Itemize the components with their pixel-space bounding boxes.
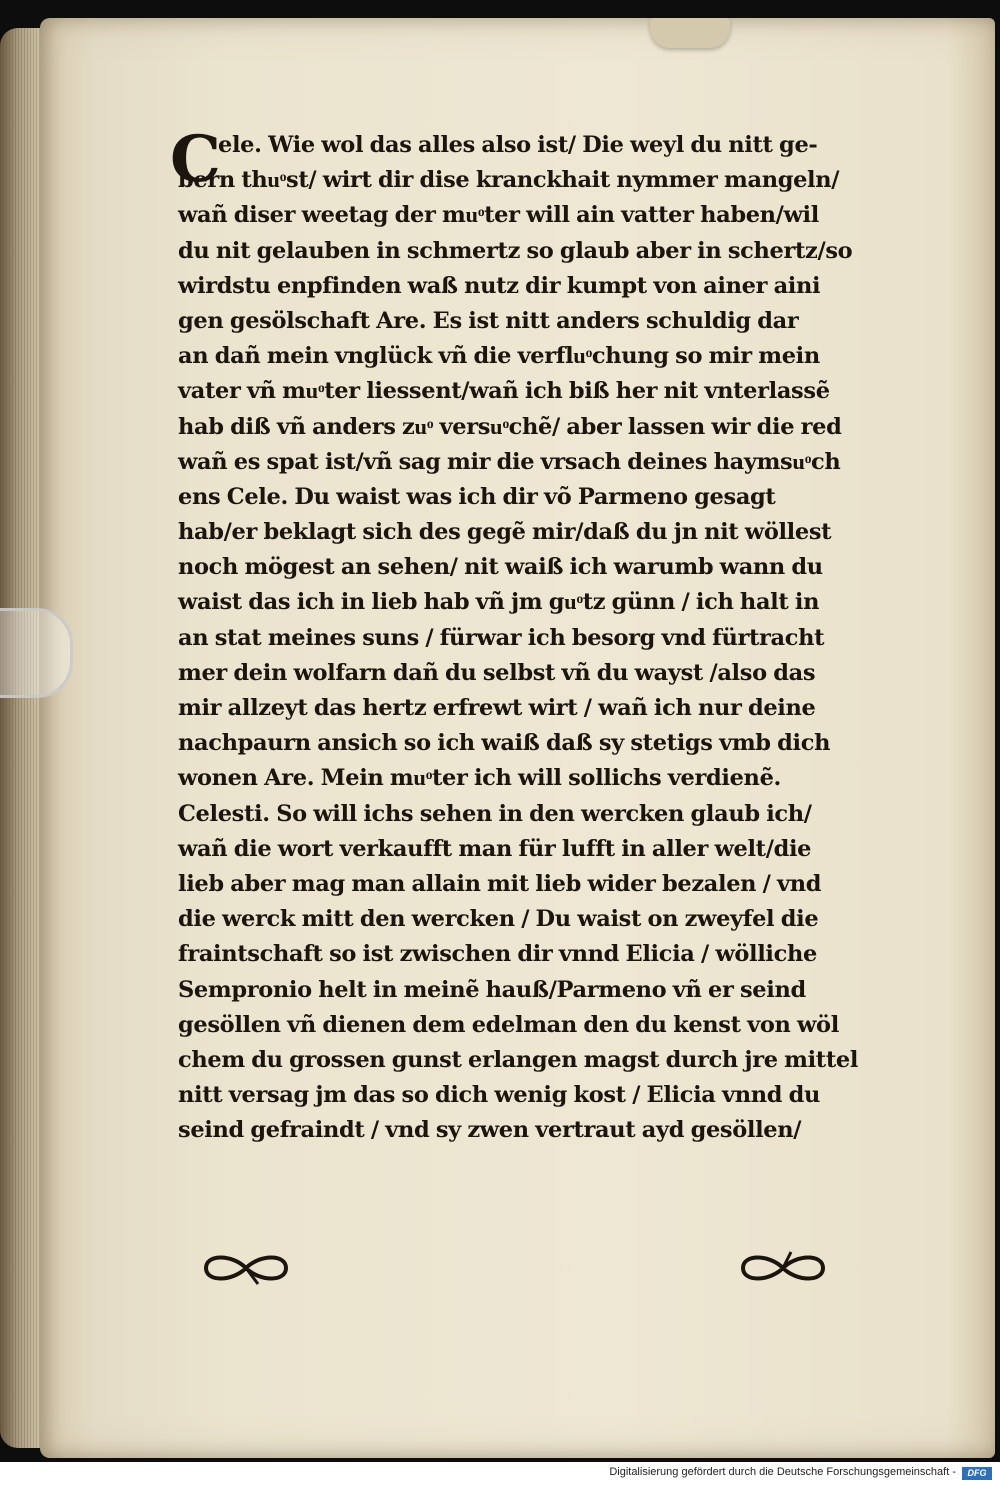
text-line: bern thuͦst/ wirt dir dise kranckhait nymmer mangeln/ <box>178 167 840 194</box>
funding-credit: Digitalisierung gefördert durch die Deutsche Forschungsgemeinschaft - <box>609 1466 956 1478</box>
text-line: ele. Wie wol das alles also ist/ Die weyl du nitt ge- <box>218 132 818 158</box>
ornament-row <box>0 1248 1000 1288</box>
text-line: fraintschaft so ist zwischen dir vnnd Elicia / wölliche <box>178 941 817 968</box>
text-line: wañ es spat ist/vñ sag mir die vrsach deines haymsuͦch <box>178 448 841 475</box>
page-text <box>170 122 884 1148</box>
text-line: Celesti. So will ichs sehen in den wercken glaub ich/ <box>178 800 812 827</box>
text-line: hab diß vñ anders zuͦ versuͦchẽ/ aber lassen wir die red <box>178 413 842 440</box>
text-line: ens Cele. Du waist was ich dir võ Parmeno gesagt <box>178 483 776 510</box>
clip-icon <box>0 608 73 698</box>
text-line: vater vñ muͦter liessent/wañ ich biß her nit vnterlassẽ <box>178 378 830 405</box>
text-line: wonen Are. Mein muͦter ich will sollichs verdienẽ. <box>178 765 782 792</box>
text-line: mir allzeyt das hertz erfrewt wirt / wañ ich nur deine <box>178 695 816 721</box>
text-line: seind gefraindt / vnd sy zwen vertraut ayd gesöllen/ <box>178 1117 802 1144</box>
text-line: Sempronio helt in meinẽ hauß/Parmeno vñ er seind <box>178 976 806 1003</box>
flourish-ornament-icon <box>198 1248 294 1288</box>
text-line: nachpaurn ansich so ich waiß daß sy stetigs vmb dich <box>178 730 831 757</box>
text-line: an stat meines suns / fürwar ich besorg vnd fürtracht <box>178 624 825 651</box>
text-line: lieb aber mag man allain mit lieb wider bezalen / vnd <box>178 870 822 897</box>
text-line: die werck mitt den wercken / Du waist on zweyfel die <box>178 906 819 933</box>
text-line: nitt versag jm das so dich wenig kost / Elicia vnnd du <box>178 1082 821 1109</box>
text-line: an dañ mein vnglück vñ die verfluͦchung so mir mein <box>178 343 820 370</box>
page-fold <box>650 18 730 48</box>
text-line: wañ diser weetag der muͦter will ain vatter haben/wil <box>178 202 819 229</box>
drop-cap: C <box>170 122 221 197</box>
text-line: gesöllen vñ dienen dem edelman den du kenst von wöl <box>178 1011 839 1038</box>
text-line: waist das ich in lieb hab vñ jm guͦtz günn / ich halt in <box>178 589 820 616</box>
footer-bar <box>0 1462 1000 1486</box>
text-line: mer dein wolfarn dañ du selbst vñ du wayst /also das <box>178 659 816 686</box>
dfg-logo: DFG <box>962 1467 992 1480</box>
text-line: wirdstu enpfinden waß nutz dir kumpt von ainer aini <box>178 272 821 299</box>
text-line: wañ die wort verkaufft man für lufft in aller welt/die <box>178 835 812 862</box>
text-line: noch mögest an sehen/ nit waiß ich warumb wann du <box>178 554 823 581</box>
text-line: chem du grossen gunst erlangen magst durch jre mittel <box>178 1046 859 1073</box>
flourish-ornament-icon <box>735 1248 831 1288</box>
text-line: hab/er beklagt sich des gegẽ mir/daß du jn nit wöllest <box>178 519 832 546</box>
text-line: gen gesölschaft Are. Es ist nitt anders schuldig dar <box>178 307 799 334</box>
text-line: du nit gelauben in schmertz so glaub aber in schertz/so <box>178 237 853 264</box>
